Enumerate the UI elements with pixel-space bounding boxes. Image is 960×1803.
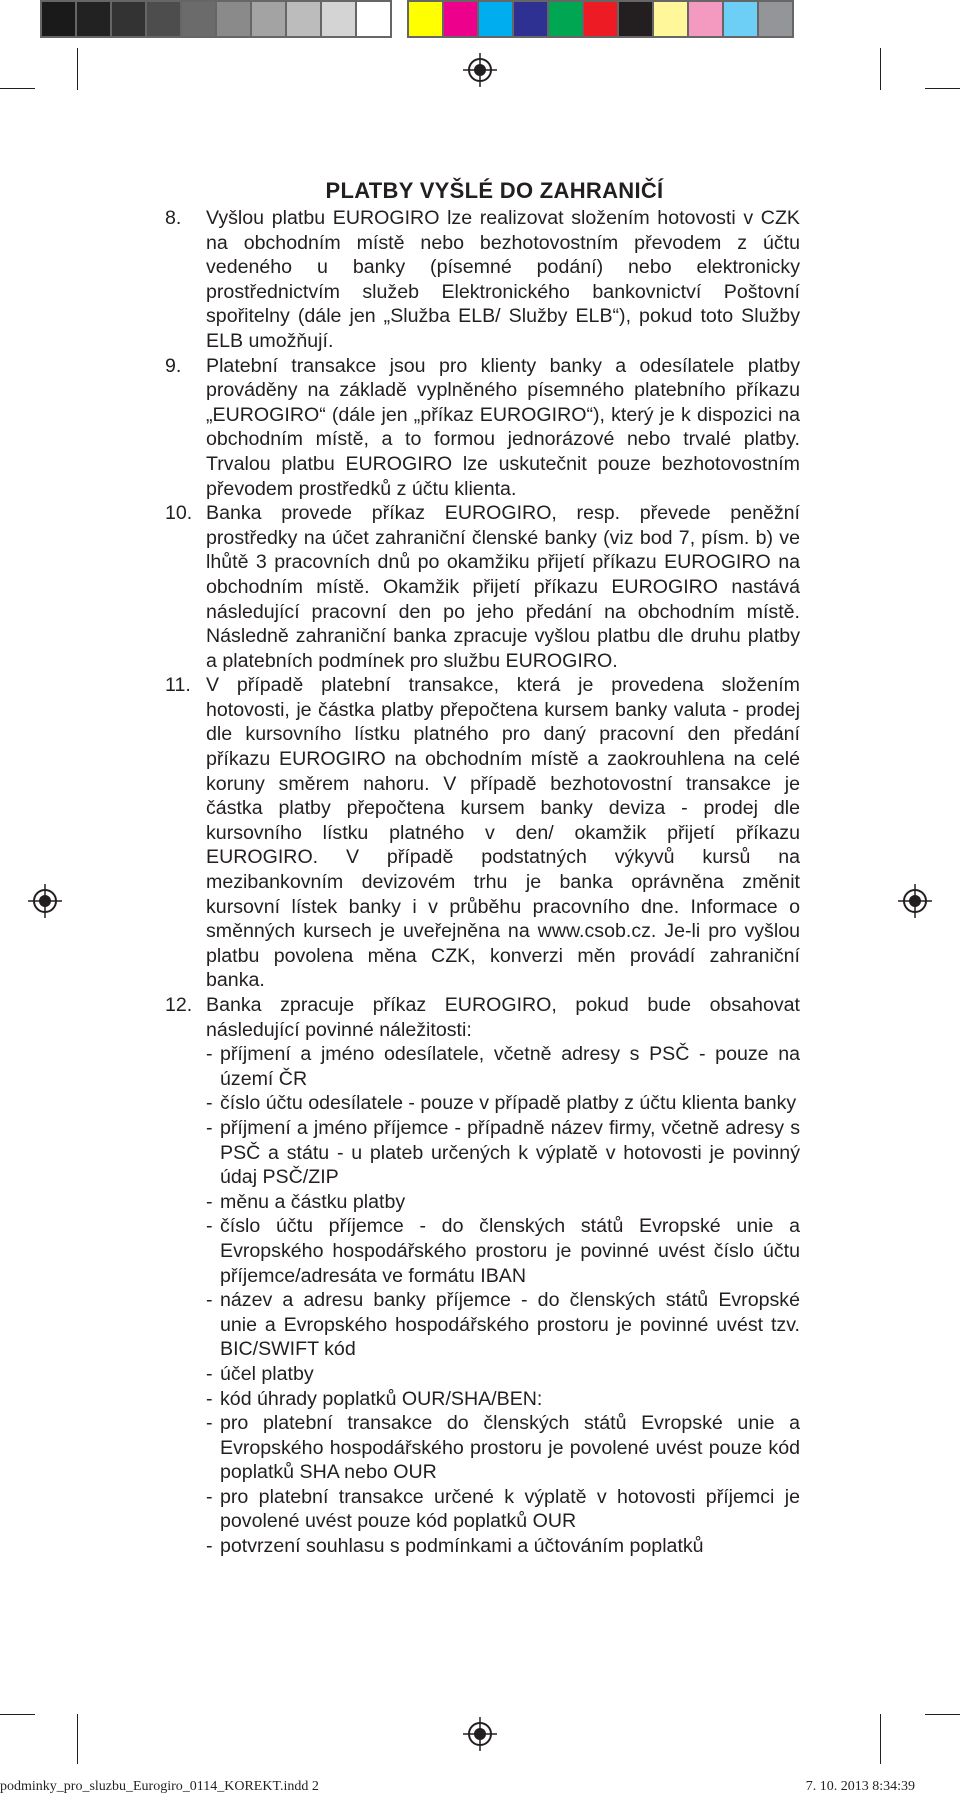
color-swatch bbox=[442, 0, 479, 38]
list-item bbox=[165, 501, 800, 673]
bullet-item bbox=[206, 1362, 800, 1387]
item-body bbox=[206, 993, 800, 1559]
color-swatch bbox=[110, 0, 147, 38]
bullet-text: příjmení a jméno příjemce - případně název firmy, včetně adresy s PSČ a státu - u plateb určených k výplatě v hotovosti je povinný údaj PSČ/ZIP bbox=[220, 1116, 800, 1189]
bullet-text: účel platby bbox=[220, 1362, 314, 1385]
color-bar-gap bbox=[390, 0, 407, 38]
bullet-text: pro platební transakce určené k výplatě v hotovosti příjemci je povolené uvést pouze kód poplatků OUR bbox=[220, 1485, 800, 1533]
item-text: Vyšlou platbu EUROGIRO lze realizovat složením hotovosti v CZK na obchodním místě nebo bezhotovostním převodem z účtu vedeného u banky (písemné podání) nebo elektronicky prostřednictvím služeb Elektronického bankovnictví Poštovní spořitelny (dále jen „Služba ELB/ Služby ELB“), pokud toto Služby ELB umožňují. bbox=[206, 207, 800, 352]
item-text: Banka provede příkaz EUROGIRO, resp. převede peněžní prostředky na účet zahraniční členské banky (viz bod 7, písm. b) ve lhůtě 3 pracovních dnů po okamžiku přijetí příkazu EUROGIRO na obchodním místě. Okamžik přijetí příkazu EUROGIRO nastává následující pracovní den po jeho předání na obchodním místě. Následně zahraniční banka zpracuje vyšlou platbu dle druhu platby a platebních podmínek pro službu EUROGIRO. bbox=[206, 502, 800, 672]
color-swatch bbox=[407, 0, 444, 38]
document-page bbox=[165, 178, 800, 1559]
bullet-item bbox=[206, 1190, 800, 1215]
bullet-item bbox=[206, 1485, 800, 1534]
bullet-text: číslo účtu odesílatele - pouze v případě platby z účtu klienta banky bbox=[220, 1092, 797, 1115]
bullet-item bbox=[206, 1214, 800, 1288]
color-swatch bbox=[145, 0, 182, 38]
color-swatch bbox=[652, 0, 689, 38]
bullet-dash: - bbox=[206, 1535, 213, 1558]
item-text: V případě platební transakce, která je provedena složením hotovosti, je částka platby přepočtena kursem banky valuta - prodej dle kursovního lístku platného pro daný pracovní den předání příkazu EUROGIRO na obchodním místě a zaokrouhlena na celé koruny směrem nahoru. V případě bezhotovostní transakce je částka platby přepočtena kursem banky deviza - prodej dle kursovního lístku platného v den/ okamžik přijetí příkazu EUROGIRO. V případě podstatných výkyvů kursů na mezibankovním devizovém trhu je banka oprávněna změnit kursovní lístek banky i v průběhu pracovního dne. Informace o směnných kursech je uveřejněna na www.csob.cz. Je-li pro vyšlou platbu povolena měna CZK, konverzi měn provádí zahraniční banka. bbox=[206, 674, 800, 992]
bullet-dash: - bbox=[206, 1190, 213, 1213]
color-swatch bbox=[215, 0, 252, 38]
bullet-dash: - bbox=[206, 1362, 213, 1385]
bullet-item bbox=[206, 1116, 800, 1190]
bullet-text: potvrzení souhlasu s podmínkami a účtováním poplatků bbox=[220, 1535, 704, 1558]
item-text: Platební transakce jsou pro klienty banky a odesílatele platby prováděny na základě vyplněného písemného platebního příkazu „EUROGIRO“ (dále jen „příkaz EUROGIRO“), který je k dispozici na obchodním místě, a to formou jednorázové nebo trvalé platby. Trvalou platbu EUROGIRO lze uskutečnit pouze bezhotovostním převodem prostředků z účtu klienta. bbox=[206, 354, 800, 500]
crop-mark bbox=[0, 88, 35, 89]
bullet-dash: - bbox=[206, 1092, 213, 1115]
color-swatch bbox=[40, 0, 77, 38]
item-number: 11. bbox=[165, 674, 191, 697]
crop-mark bbox=[925, 1714, 960, 1715]
bullet-text: název a adresu banky příjemce - do členských států Evropské unie a Evropského hospodářského prostoru je povinné uvést tzv. BIC/SWIFT kód bbox=[220, 1289, 800, 1361]
crop-mark bbox=[880, 48, 881, 90]
item-number: 8. bbox=[165, 207, 182, 229]
color-swatch bbox=[582, 0, 619, 38]
color-swatch bbox=[285, 0, 322, 38]
footer-timestamp: 7. 10. 2013 8:34:39 bbox=[805, 1779, 915, 1794]
bullet-text: kód úhrady poplatků OUR/SHA/BEN: bbox=[220, 1387, 543, 1410]
color-swatch bbox=[722, 0, 759, 38]
bullet-dash: - bbox=[206, 1116, 213, 1139]
bullet-item bbox=[206, 1534, 800, 1559]
color-swatch bbox=[180, 0, 217, 38]
list-item bbox=[165, 206, 800, 354]
bullet-dash: - bbox=[206, 1412, 213, 1435]
color-swatch bbox=[75, 0, 112, 38]
color-swatch bbox=[512, 0, 549, 38]
registration-mark-icon bbox=[463, 53, 497, 87]
bullet-dash: - bbox=[206, 1043, 213, 1066]
color-calibration-bar bbox=[40, 0, 792, 43]
list-item bbox=[165, 673, 800, 993]
bullet-item bbox=[206, 1042, 800, 1091]
bullet-dash: - bbox=[206, 1387, 213, 1410]
color-swatch bbox=[355, 0, 392, 38]
color-swatch bbox=[547, 0, 584, 38]
bullet-text: příjmení a jméno odesílatele, včetně adresy s PSČ - pouze na území ČR bbox=[220, 1043, 800, 1090]
page-title: PLATBY VYŠLÉ DO ZAHRANIČÍ bbox=[325, 178, 664, 203]
item-number: 12. bbox=[165, 994, 193, 1016]
item-number: 9. bbox=[165, 354, 182, 377]
bullet-text: číslo účtu příjemce - do členských států Evropské unie a Evropského hospodářského prostoru je povinné uvést číslo účtu příjemce/adresáta ve formátu IBAN bbox=[220, 1215, 800, 1287]
footer-filename: podminky_pro_sluzbu_Eurogiro_0114_KOREKT.indd 2 bbox=[0, 1779, 319, 1794]
bullet-text: měnu a částku platby bbox=[220, 1190, 406, 1213]
bullet-text: pro platební transakce do členských států Evropské unie a Evropského hospodářského prostoru je povolené uvést pouze kód poplatků SHA nebo OUR bbox=[220, 1412, 800, 1484]
bullet-item bbox=[206, 1387, 800, 1412]
bullet-item bbox=[206, 1411, 800, 1485]
bullet-dash: - bbox=[206, 1215, 213, 1238]
color-swatch bbox=[617, 0, 654, 38]
crop-mark bbox=[880, 1714, 881, 1764]
bullet-dash: - bbox=[206, 1485, 213, 1508]
registration-mark-icon bbox=[28, 884, 62, 918]
bullet-item bbox=[206, 1091, 800, 1116]
crop-mark bbox=[77, 1714, 78, 1764]
bullet-item bbox=[206, 1288, 800, 1362]
crop-mark bbox=[925, 88, 960, 89]
color-swatch bbox=[320, 0, 357, 38]
color-swatch bbox=[477, 0, 514, 38]
item-number: 10. bbox=[165, 502, 193, 525]
crop-mark bbox=[77, 48, 78, 90]
list-item bbox=[165, 993, 800, 1559]
color-swatch bbox=[250, 0, 287, 38]
registration-mark-icon bbox=[463, 1717, 497, 1751]
item-text: Banka zpracuje příkaz EUROGIRO, pokud bude obsahovat následující povinné náležitosti: bbox=[206, 994, 800, 1041]
crop-mark bbox=[0, 1714, 35, 1715]
list-item bbox=[165, 354, 800, 502]
color-swatch bbox=[757, 0, 794, 38]
color-swatch bbox=[687, 0, 724, 38]
bullet-dash: - bbox=[206, 1289, 213, 1312]
registration-mark-icon bbox=[898, 884, 932, 918]
